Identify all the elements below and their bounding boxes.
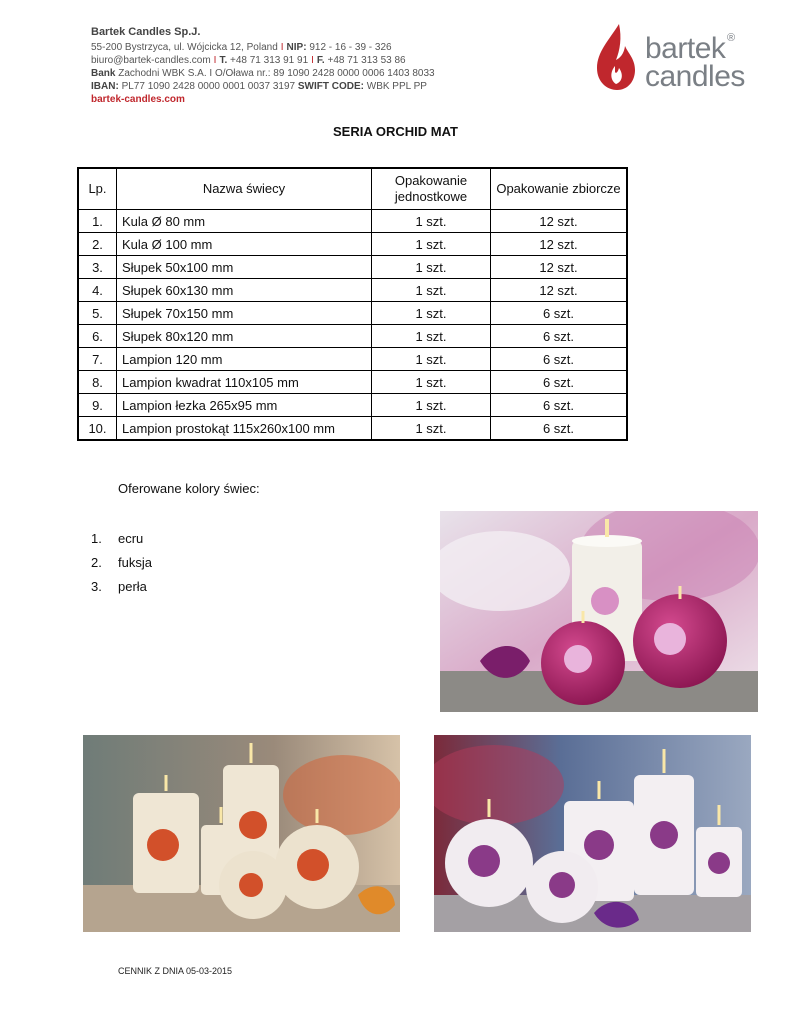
website-link[interactable]: bartek-candles.com (91, 94, 185, 105)
registered-mark: ® (727, 32, 736, 44)
bank: Zachodni WBK S.A. I O/Oława nr.: 89 1090 2428 0000 0006 1403 8033 (118, 68, 435, 79)
cell-lp: 10. (78, 417, 117, 441)
nip: 912 - 16 - 39 - 326 (309, 42, 392, 53)
cell-name: Kula Ø 100 mm (117, 233, 372, 256)
cell-lp: 6. (78, 325, 117, 348)
list-item (91, 527, 152, 551)
col-header-unit-pack: Opakowanie jednostkowe (372, 168, 491, 210)
bank-line (91, 67, 435, 80)
color-name: fuksja (118, 555, 152, 570)
table-row (78, 348, 627, 371)
cell-lp: 9. (78, 394, 117, 417)
list-number: 1. (91, 531, 102, 546)
cell-bulk-pack: 12 szt. (491, 279, 628, 302)
cell-name: Słupek 50x100 mm (117, 256, 372, 279)
cell-unit-pack: 1 szt. (372, 417, 491, 441)
cell-unit-pack: 1 szt. (372, 394, 491, 417)
logo-word-candles: candles (645, 60, 745, 93)
cell-lp: 7. (78, 348, 117, 371)
address-line: 55-200 Bystrzyca, ul. Wójcicka 12, Poland I NIP: 912 - 16 - 39 - 326 (91, 42, 392, 53)
col-header-lp: Lp. (78, 168, 117, 210)
cell-bulk-pack: 12 szt. (491, 210, 628, 233)
col-header-name: Nazwa świecy (117, 168, 372, 210)
colors-heading: Oferowane kolory świec: (118, 481, 260, 496)
cell-bulk-pack: 6 szt. (491, 394, 628, 417)
cell-name: Lampion łezka 265x95 mm (117, 394, 372, 417)
cell-lp: 4. (78, 279, 117, 302)
logo-word-bartek: bartek (645, 32, 726, 65)
cell-unit-pack: 1 szt. (372, 348, 491, 371)
table-row (78, 210, 627, 233)
iban: PL77 1090 2428 0000 0001 0037 3197 (121, 81, 296, 92)
flame-icon (595, 22, 637, 92)
cell-name: Słupek 70x150 mm (117, 302, 372, 325)
table-header-row (78, 168, 627, 210)
colors-list (91, 527, 152, 599)
cell-unit-pack: 1 szt. (372, 256, 491, 279)
table-row (78, 417, 627, 441)
company-name: Bartek Candles Sp.J. (91, 26, 201, 38)
cell-lp: 5. (78, 302, 117, 325)
cell-lp: 1. (78, 210, 117, 233)
page-title: SERIA ORCHID MAT (333, 124, 458, 139)
cell-unit-pack: 1 szt. (372, 279, 491, 302)
table-row (78, 279, 627, 302)
tel: +48 71 313 91 91 (230, 55, 309, 66)
fax-label: F. (316, 55, 325, 66)
cell-unit-pack: 1 szt. (372, 233, 491, 256)
bank-label: Bank (91, 68, 116, 79)
cell-name: Słupek 80x120 mm (117, 325, 372, 348)
nip-label: NIP: (286, 42, 307, 53)
cell-unit-pack: 1 szt. (372, 371, 491, 394)
price-list-date: CENNIK Z DNIA 05-03-2015 (118, 966, 233, 976)
color-name: ecru (118, 531, 144, 546)
table-row (78, 302, 627, 325)
tel-label: T. (219, 55, 228, 66)
fuchsia-orchid-candles-photo (440, 511, 758, 712)
list-number: 3. (91, 579, 102, 594)
table-row (78, 394, 627, 417)
cell-lp: 3. (78, 256, 117, 279)
company-header (91, 26, 435, 106)
iban-label: IBAN: (91, 81, 119, 92)
cell-lp: 8. (78, 371, 117, 394)
list-item (91, 575, 152, 599)
contact-line: biuro@bartek-candles.com I T. +48 71 313 91 91 I F. +48 71 313 53 86 (91, 55, 406, 66)
bartek-candles-logo (595, 22, 755, 92)
cell-bulk-pack: 6 szt. (491, 348, 628, 371)
swift: WBK PPL PP (366, 81, 427, 92)
table-row (78, 256, 627, 279)
table-row (78, 233, 627, 256)
cell-bulk-pack: 12 szt. (491, 233, 628, 256)
fax: +48 71 313 53 86 (327, 55, 406, 66)
col-header-bulk-pack: Opakowanie zbiorcze (491, 168, 628, 210)
cell-bulk-pack: 6 szt. (491, 417, 628, 441)
cell-lp: 2. (78, 233, 117, 256)
list-number: 2. (91, 555, 102, 570)
cell-name: Kula Ø 80 mm (117, 210, 372, 233)
cell-bulk-pack: 6 szt. (491, 325, 628, 348)
cell-unit-pack: 1 szt. (372, 210, 491, 233)
list-item (91, 551, 152, 575)
table-row (78, 371, 627, 394)
cell-unit-pack: 1 szt. (372, 302, 491, 325)
color-name: perła (118, 579, 147, 594)
price-table (77, 167, 628, 441)
cell-name: Lampion 120 mm (117, 348, 372, 371)
swift-label: SWIFT CODE: (297, 81, 364, 92)
table-row (78, 325, 627, 348)
cell-unit-pack: 1 szt. (372, 325, 491, 348)
pearl-purple-orchid-candles-photo (434, 735, 751, 932)
iban-line (91, 80, 435, 93)
ecru-orange-orchid-candles-photo (83, 735, 400, 932)
cell-name: Słupek 60x130 mm (117, 279, 372, 302)
address: 55-200 Bystrzyca, ul. Wójcicka 12, Poland (91, 42, 278, 53)
email-link[interactable]: biuro@bartek-candles.com (91, 55, 211, 66)
cell-bulk-pack: 6 szt. (491, 371, 628, 394)
cell-name: Lampion kwadrat 110x105 mm (117, 371, 372, 394)
cell-bulk-pack: 12 szt. (491, 256, 628, 279)
cell-name: Lampion prostokąt 115x260x100 mm (117, 417, 372, 441)
cell-bulk-pack: 6 szt. (491, 302, 628, 325)
